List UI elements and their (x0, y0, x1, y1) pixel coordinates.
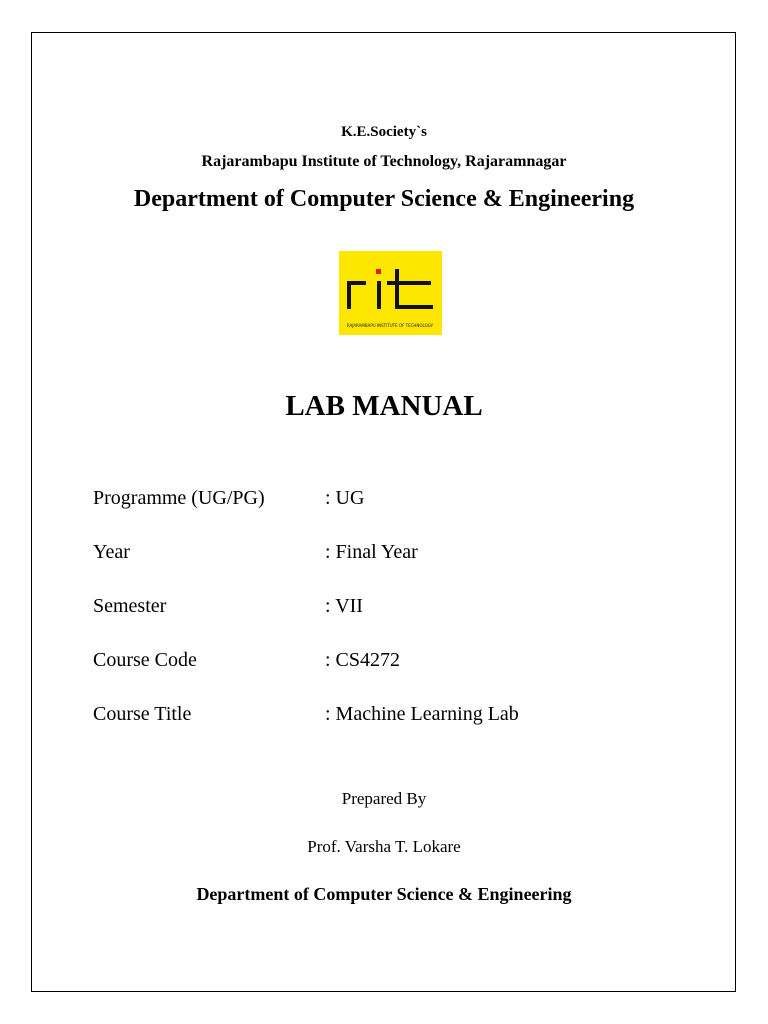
detail-label: Course Title (93, 703, 192, 725)
author-name: Prof. Varsha T. Lokare (307, 837, 461, 856)
detail-label: Semester (93, 595, 167, 617)
detail-value: : Machine Learning Lab (325, 703, 519, 725)
detail-label: Year (93, 541, 130, 563)
document-title: LAB MANUAL (285, 390, 483, 422)
detail-value: : CS4272 (325, 649, 401, 671)
detail-label: Programme (UG/PG) (93, 487, 265, 509)
prepared-by-label: Prepared By (341, 789, 427, 808)
detail-value: : Final Year (325, 541, 418, 563)
detail-value: : UG (325, 487, 365, 509)
footer-department: Department of Computer Science & Engineering (196, 884, 572, 904)
institute-name: Rajarambapu Institute of Technology, Rajaramnagar (201, 153, 567, 170)
rit-logo (339, 251, 442, 335)
detail-label: Course Code (93, 649, 197, 671)
department-heading: Department of Computer Science & Engineering (133, 186, 635, 212)
detail-value: : VII (325, 595, 363, 617)
svg-text:RAJARAMBAPU INSTITUTE OF TECHN: RAJARAMBAPU INSTITUTE OF TECHNOLOGY (346, 323, 434, 328)
society-name: K.E.Society`s (341, 124, 427, 140)
